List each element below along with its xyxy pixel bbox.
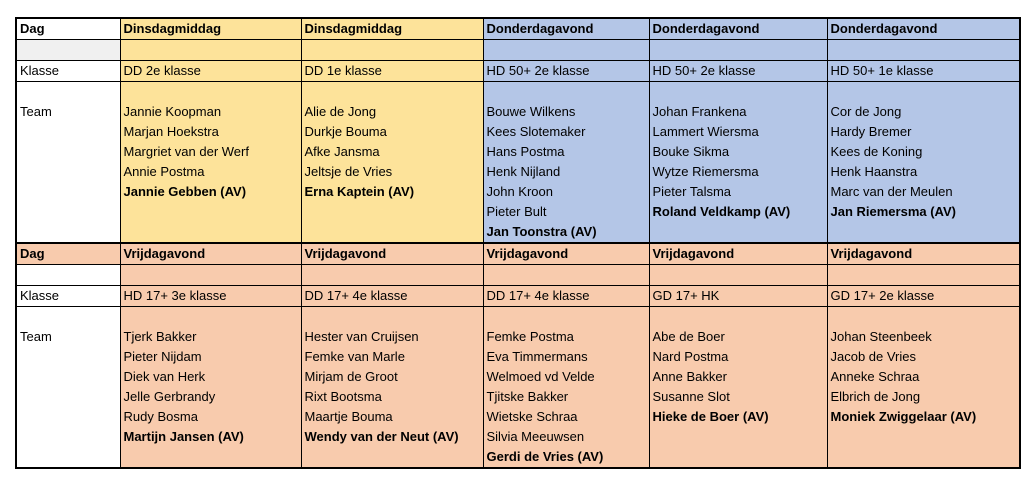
team-member: Femke van Marle: [304, 349, 405, 364]
day-cell: Vrijdagavond: [827, 243, 1020, 265]
spacer-cell: [649, 265, 827, 286]
team-member: Pieter Bult: [486, 204, 547, 219]
class-cell: DD 17+ 4e klasse: [301, 286, 483, 307]
class-cell: DD 17+ 4e klasse: [483, 286, 649, 307]
day-cell: Vrijdagavond: [483, 243, 649, 265]
team-member: Diek van Herk: [123, 369, 206, 384]
team-member: Kees Slotemaker: [486, 124, 586, 139]
team-member: Jacob de Vries: [830, 349, 917, 364]
spacer-cell: [649, 40, 827, 61]
spacer-cell: [301, 265, 483, 286]
team-member: Hans Postma: [486, 144, 565, 159]
team-member: Lammert Wiersma: [652, 124, 759, 139]
team-member: Cor de Jong: [830, 104, 902, 119]
team-cell: [120, 307, 301, 469]
day-row: [16, 243, 1020, 265]
team-member: Bouwe Wilkens: [486, 104, 576, 119]
day-label: Dag: [16, 243, 120, 265]
team-member: Wytze Riemersma: [652, 164, 759, 179]
team-member: Hester van Cruijsen: [304, 329, 419, 344]
team-member: Pieter Nijdam: [123, 349, 202, 364]
day-cell: Vrijdagavond: [301, 243, 483, 265]
spacer-cell: [483, 40, 649, 61]
spacer-row: [16, 40, 1020, 61]
team-cell: [483, 307, 649, 469]
team-cell: [301, 307, 483, 469]
class-row: [16, 61, 1020, 82]
team-member: Susanne Slot: [652, 389, 730, 404]
team-member: Abe de Boer: [652, 329, 725, 344]
team-member: Kees de Koning: [830, 144, 923, 159]
day-cell: Donderdagavond: [649, 18, 827, 40]
class-cell: HD 17+ 3e klasse: [120, 286, 301, 307]
class-cell: DD 2e klasse: [120, 61, 301, 82]
spacer-cell: [483, 265, 649, 286]
spacer-label-cell: [16, 40, 120, 61]
team-captain: Hieke de Boer (AV): [652, 409, 769, 424]
class-label: Klasse: [16, 61, 120, 82]
team-captain: Jan Riemersma (AV): [830, 204, 956, 219]
class-cell: DD 1e klasse: [301, 61, 483, 82]
day-cell: Dinsdagmiddag: [120, 18, 301, 40]
team-captain: Erna Kaptein (AV): [304, 184, 415, 199]
team-member: Johan Steenbeek: [830, 329, 932, 344]
team-member: Tjitske Bakker: [486, 389, 569, 404]
team-member: Jeltsje de Vries: [304, 164, 393, 179]
team-member: Tjerk Bakker: [123, 329, 197, 344]
team-member: Jelle Gerbrandy: [123, 389, 216, 404]
team-member: Rudy Bosma: [123, 409, 198, 424]
team-member: Mirjam de Groot: [304, 369, 398, 384]
class-cell: HD 50+ 1e klasse: [827, 61, 1020, 82]
spacer-label-cell: [16, 265, 120, 286]
team-cell: [649, 307, 827, 469]
team-member: Johan Frankena: [652, 104, 747, 119]
spacer-cell: [120, 40, 301, 61]
team-captain: Martijn Jansen (AV): [123, 429, 244, 444]
day-cell: Vrijdagavond: [649, 243, 827, 265]
team-member: Elbrich de Jong: [830, 389, 921, 404]
class-cell: HD 50+ 2e klasse: [483, 61, 649, 82]
spacer-row: [16, 265, 1020, 286]
class-cell: GD 17+ HK: [649, 286, 827, 307]
team-member: Rixt Bootsma: [304, 389, 382, 404]
team-member: Margriet van der Werf: [123, 144, 249, 159]
team-member: Marjan Hoekstra: [123, 124, 219, 139]
team-cell: [649, 82, 827, 244]
team-member: Anne Bakker: [652, 369, 727, 384]
day-cell: Donderdagavond: [827, 18, 1020, 40]
team-member: Femke Postma: [486, 329, 574, 344]
team-member: Wietske Schraa: [486, 409, 578, 424]
team-member: Maartje Bouma: [304, 409, 393, 424]
spacer-cell: [120, 265, 301, 286]
team-cell: [483, 82, 649, 244]
day-cell: Donderdagavond: [483, 18, 649, 40]
team-label: Team: [16, 82, 120, 244]
team-member: Hardy Bremer: [830, 124, 912, 139]
team-cell: [120, 82, 301, 244]
team-member: John Kroon: [486, 184, 553, 199]
day-cell: Vrijdagavond: [120, 243, 301, 265]
team-member: Anneke Schraa: [830, 369, 920, 384]
day-cell: Dinsdagmiddag: [301, 18, 483, 40]
team-row: [16, 82, 1020, 244]
team-member: Annie Postma: [123, 164, 205, 179]
team-captain: Wendy van der Neut (AV): [304, 429, 459, 444]
team-captain: Roland Veldkamp (AV): [652, 204, 791, 219]
team-member: Henk Haanstra: [830, 164, 918, 179]
team-member: Eva Timmermans: [486, 349, 588, 364]
team-member: Durkje Bouma: [304, 124, 387, 139]
spacer-cell: [301, 40, 483, 61]
spacer-cell: [827, 265, 1020, 286]
team-member: Welmoed vd Velde: [486, 369, 595, 384]
team-captain: Jan Toonstra (AV): [486, 224, 597, 239]
team-member: Silvia Meeuwsen: [486, 429, 585, 444]
class-label: Klasse: [16, 286, 120, 307]
team-member: Nard Postma: [652, 349, 729, 364]
team-captain: Gerdi de Vries (AV): [486, 449, 604, 464]
class-cell: GD 17+ 2e klasse: [827, 286, 1020, 307]
team-schedule-table: [15, 17, 1021, 469]
team-cell: [827, 307, 1020, 469]
team-captain: Moniek Zwiggelaar (AV): [830, 409, 977, 424]
team-member: Alie de Jong: [304, 104, 377, 119]
team-member: Pieter Talsma: [652, 184, 732, 199]
spacer-cell: [827, 40, 1020, 61]
class-cell: HD 50+ 2e klasse: [649, 61, 827, 82]
team-cell: [827, 82, 1020, 244]
class-row: [16, 286, 1020, 307]
day-row: [16, 18, 1020, 40]
team-cell: [301, 82, 483, 244]
team-member: Marc van der Meulen: [830, 184, 953, 199]
team-member: Afke Jansma: [304, 144, 380, 159]
day-label: Dag: [16, 18, 120, 40]
team-member: Jannie Koopman: [123, 104, 222, 119]
team-label: Team: [16, 307, 120, 469]
team-captain: Jannie Gebben (AV): [123, 184, 247, 199]
team-member: Bouke Sikma: [652, 144, 730, 159]
team-row: [16, 307, 1020, 469]
team-member: Henk Nijland: [486, 164, 561, 179]
